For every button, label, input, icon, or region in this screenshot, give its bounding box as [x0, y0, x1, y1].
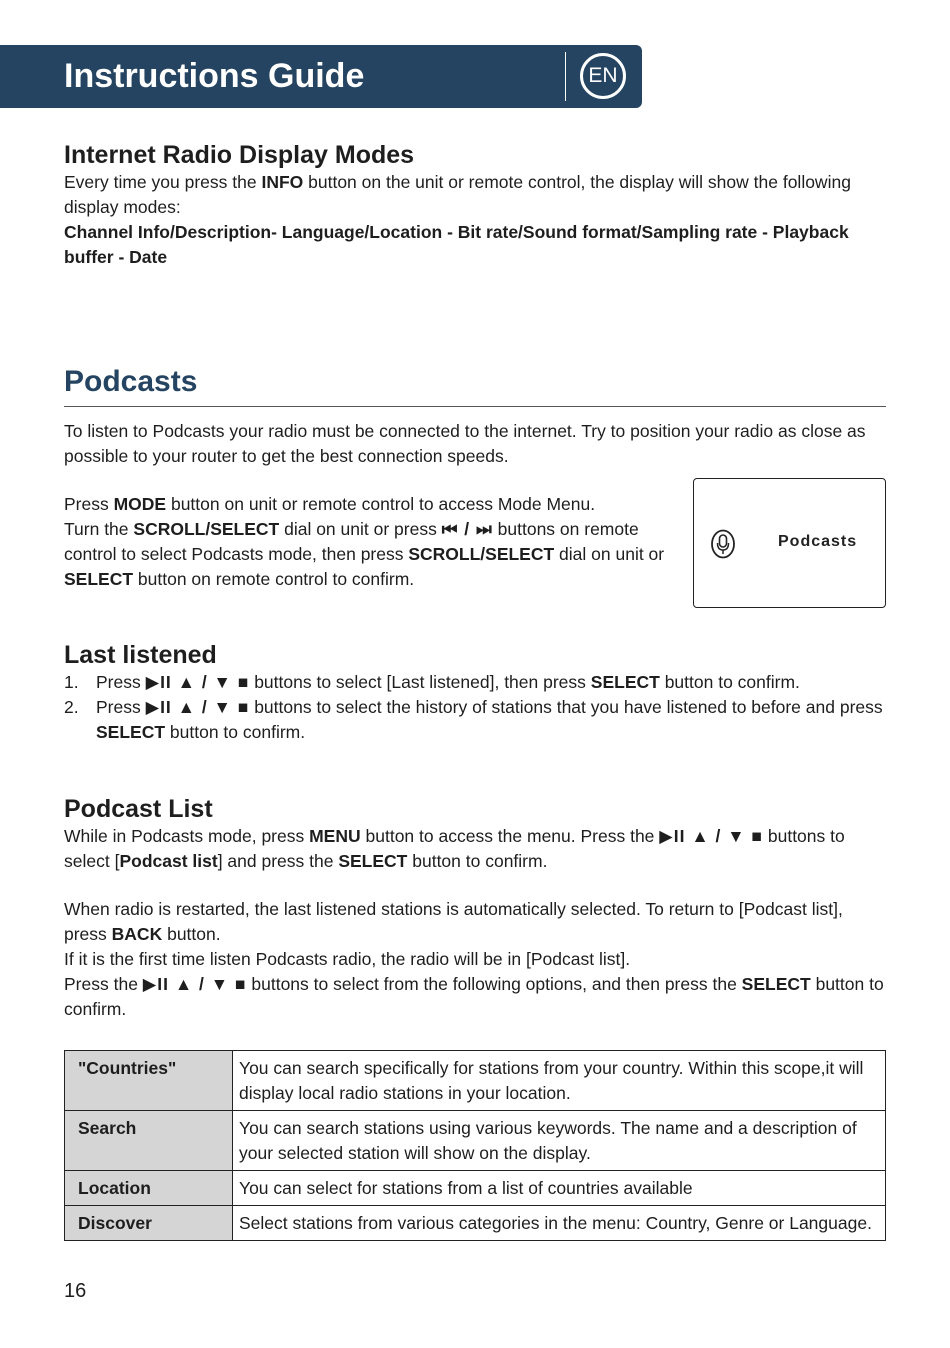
language-badge: EN: [580, 53, 626, 99]
list-number: 1.: [64, 672, 79, 692]
text-run: Press: [96, 697, 146, 717]
table-row: [65, 1206, 886, 1241]
text-run: button to confirm.: [64, 974, 884, 1019]
text-run: Every time you press the: [64, 172, 262, 192]
podcast-list-p1: [64, 824, 887, 874]
text-run: dial on unit or: [554, 544, 665, 564]
display-screen-illustration: [693, 478, 886, 608]
podcasts-section: [64, 364, 887, 400]
header-bar: [0, 45, 642, 108]
page-title: Instructions Guide: [64, 57, 365, 95]
play-up-down-stop-icon: ▶II ▲ / ▼ ■: [659, 826, 763, 846]
scroll-select-key: SCROLL/SELECT: [133, 519, 280, 539]
back-key: BACK: [111, 924, 163, 944]
select-key: SELECT: [741, 974, 811, 994]
display-modes-list: Channel Info/Description- Language/Location - Bit rate/Sound format/Sampling rate - Playback buffer - Date: [64, 222, 849, 267]
table-row: [65, 1171, 886, 1206]
option-description: You can search specifically for stations from your country. Within this scope,it will display local radio stations in your location.: [233, 1051, 886, 1111]
select-key: SELECT: [338, 851, 408, 871]
option-description: You can select for stations from a list of countries available: [233, 1171, 886, 1206]
text-run: buttons to select [Last listened], then press: [249, 672, 591, 692]
podcasts-step-select: [64, 517, 676, 592]
info-key: INFO: [261, 172, 304, 192]
text-run: button to access the menu. Press the: [360, 826, 660, 846]
podcasts-step-mode: [64, 492, 676, 517]
display-modes-intro: [64, 170, 887, 220]
podcast-list-section: [64, 794, 887, 1022]
text-run: buttons to select [: [64, 826, 845, 871]
text-run: button on the unit or remote control, the display will show the following display modes:: [64, 172, 851, 217]
display-modes-section: [64, 140, 887, 270]
text-run: button to confirm.: [407, 851, 548, 871]
option-description: You can search stations using various keywords. The name and a description of your selected station will show on the display.: [233, 1111, 886, 1171]
podcast-list-p4: [64, 972, 887, 1022]
text-run: dial on unit or press: [279, 519, 442, 539]
section-divider: [64, 406, 886, 407]
play-up-down-stop-icon: ▶II ▲ / ▼ ■: [145, 672, 250, 692]
podcast-list-p3: If it is the first time listen Podcasts radio, the radio will be in [Podcast list].: [64, 949, 631, 969]
last-listened-section: [64, 640, 887, 745]
podcasts-heading: Podcasts: [64, 365, 198, 398]
text-run: Turn the: [64, 519, 134, 539]
select-key: SELECT: [590, 672, 660, 692]
option-name: "Countries": [65, 1051, 233, 1111]
list-number: 2.: [64, 697, 79, 717]
text-run: buttons to select from the following options, and then press the: [246, 974, 742, 994]
podcasts-intro: To listen to Podcasts your radio must be connected to the internet. Try to position your radio as close as possible to your router to get the best connection speeds.: [64, 421, 866, 466]
podcast-list-heading: Podcast List: [64, 795, 213, 823]
podcasts-intro-block: [64, 419, 887, 469]
text-run: buttons to select the history of stations that you have listened to before and press: [249, 697, 883, 717]
microphone-icon: [710, 529, 736, 559]
text-run: When radio is restarted, the last listened stations is automatically selected. To return to [Podcast list], press: [64, 899, 843, 944]
option-name: Location: [65, 1171, 233, 1206]
menu-key: MENU: [309, 826, 361, 846]
option-name: Discover: [65, 1206, 233, 1241]
header-divider: [565, 52, 566, 101]
table-row: [65, 1051, 886, 1111]
text-run: ] and press the: [217, 851, 339, 871]
option-name: Search: [65, 1111, 233, 1171]
mode-key: MODE: [113, 494, 167, 514]
prev-next-icon: ⏮ / ⏭: [441, 519, 493, 539]
text-run: button on unit or remote control to access Mode Menu.: [166, 494, 596, 514]
scroll-select-key: SCROLL/SELECT: [408, 544, 555, 564]
text-run: button to confirm.: [165, 722, 306, 742]
select-key: SELECT: [96, 722, 166, 742]
display-modes-heading: Internet Radio Display Modes: [64, 141, 415, 169]
text-run: Press: [64, 494, 114, 514]
text-run: Press the: [64, 974, 143, 994]
option-description: Select stations from various categories in the menu: Country, Genre or Language.: [233, 1206, 886, 1241]
text-run: button.: [162, 924, 221, 944]
podcast-list-key: Podcast list: [119, 851, 218, 871]
podcasts-instructions: [64, 492, 676, 592]
play-up-down-stop-icon: ▶II ▲ / ▼ ■: [145, 697, 250, 717]
text-run: buttons on remote control to select Podcasts mode, then press: [64, 519, 639, 564]
last-listened-heading: Last listened: [64, 641, 217, 669]
options-table: [64, 1050, 886, 1241]
text-run: button on remote control to confirm.: [133, 569, 415, 589]
last-listened-steps: [64, 670, 887, 745]
play-up-down-stop-icon: ▶II ▲ / ▼ ■: [142, 974, 247, 994]
text-run: While in Podcasts mode, press: [64, 826, 310, 846]
list-item: [64, 695, 887, 745]
text-run: button to confirm.: [659, 672, 800, 692]
list-item: [64, 670, 887, 695]
text-run: Press: [96, 672, 146, 692]
screen-label: Podcasts: [778, 533, 858, 550]
podcast-list-p2: [64, 897, 887, 947]
select-key: SELECT: [64, 569, 134, 589]
page-number: 16: [64, 1280, 87, 1302]
table-row: [65, 1111, 886, 1171]
